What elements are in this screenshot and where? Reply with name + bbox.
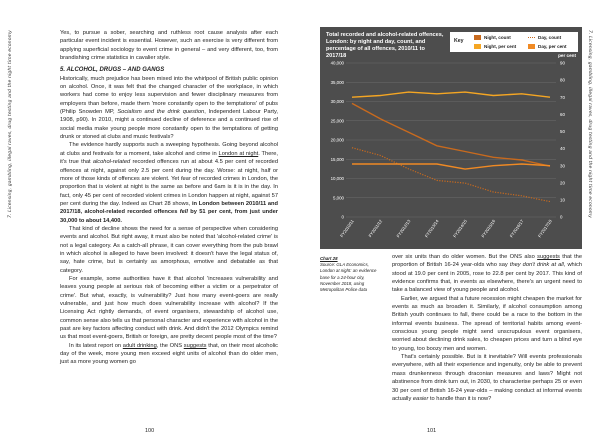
right-tick-label: 70 [560, 94, 565, 100]
series-line [352, 148, 550, 202]
legend-entry: Day, per cent [528, 44, 567, 49]
left-text-column [60, 29, 278, 367]
x-tick-label: FY2014/15 [452, 218, 468, 239]
paragraph: over six units than do older women. But the ONS also suggests that the proportion of British 16-24 year-olds who say they don't drink at all, which stood at 19.0 per cent in 2005, rose to 22.8 per cent by 2017. This kind of evidence confirms that, in events as elsewhere, there's an urgent need to take a balanced view of young people and alcohol. [392, 254, 582, 294]
right-axis-label: per cent [558, 53, 576, 58]
right-tick-label: 80 [560, 77, 565, 83]
paragraph: That kind of decline shows the need for a sense of perspective when considering events and alcohol. But right away, it must also be noted that 'alcohol-related crime' is not a legal category. As a catch-all phrase, it can cover everything from the pub brawl in which alcohol is alleged to have been involved: it doesn't have the legal status of, say, hate crime, but is certainly as amorphous, emotive and debatable as that category. [60, 225, 278, 274]
legend-entry: Day, count [528, 35, 561, 40]
chart-note-source: Source: GLA Economics, London at night: an evidence base for a 24-hour city, November 2018, using Metropolitan Police data [320, 262, 377, 293]
paragraph: Earlier, we argued that a future recession might cheapen the market for events as much as broaden it. Similarly, if alcohol consumption among British youth continues to fall, there could be a race to the bottom in the informal events business. The spread of territorial habits among event-conscious young people might send unscrupulous event organisers, worried about declining drink sales, to cheapen prices and turn a blind eye to young, too boozy men and women. [392, 295, 582, 352]
chart-note-title: Chart 28 [320, 256, 338, 261]
legend-entry: Night, per cent [474, 44, 516, 49]
legend-entry: Night, count [474, 35, 511, 40]
right-tick-label: 30 [560, 163, 565, 169]
legend-key-label: Key [454, 38, 464, 44]
link-adult-drinking[interactable]: adult drinking [122, 342, 157, 349]
left-tick-label: 30,000 [330, 99, 344, 105]
series-line [352, 164, 550, 169]
paragraph: That's certainly possible. But is it inevitable? Will events professionals everywhere, with all their experience and ingenuity, only be able to prevent mass drunkenness through draconian measures and laws? Might not abstinence from drink turn out, in 2030, to characterise perhaps 25 or even 30 per cent of British 16-24 year-olds – making conduct at informal events actually easier to handle than it is now? [392, 354, 582, 402]
link-suggests[interactable]: suggests [183, 342, 207, 349]
series-line [352, 103, 550, 166]
x-tick-label: FY2011/12 [367, 218, 384, 239]
link-suggests[interactable]: suggests [537, 254, 560, 260]
left-tick-label: 25,000 [330, 118, 344, 124]
x-tick-label: FY2012/13 [395, 218, 412, 239]
left-tick-label: 5,000 [333, 195, 344, 201]
running-head: 7. Licensing, gambling, illegal raves, drug testing and the night time economy [8, 30, 13, 219]
right-tick-label: 40 [560, 146, 565, 152]
left-tick-label: 0 [341, 214, 344, 220]
right-tick-label: 20 [560, 180, 565, 186]
right-tick-label: 50 [560, 129, 565, 135]
left-tick-label: 15,000 [330, 156, 344, 162]
series-line [352, 92, 550, 97]
page-number: 101 [427, 428, 437, 434]
paragraph: In its latest report on adult drinking, the ONS suggests that, on their most alcoholic day of the week, more young men exceed eight units of alcohol than do older men, just as more young women go [60, 342, 278, 366]
paragraph: For example, some authorities have it that alcohol 'increases vulnerability and leaves young people at serious risk of becoming either a victim or a perpetrator of crime'. But what, exactly, is vulnerability? Just how many event-goers are really vulnerable, and just how much does vulnerability increase with alcohol? If the Licensing Act rightly demands, of event organisers, stewardship of alcohol use, common sense also tells us that personal character and experience with alcohol in the past are key factors affecting conduct with drink. And didn't the 2012 Olympics remind us that most event-goers, British or foreign, are pretty decent people most of the time? [60, 275, 278, 341]
running-head: 7. Licensing, gambling, illegal raves, drug testing and the night time economy [587, 30, 592, 219]
x-tick-label: FY2017/18 [536, 218, 553, 239]
chart-note [320, 256, 382, 293]
x-tick-label: FY2016/17 [508, 218, 525, 239]
chart-plot [320, 27, 582, 249]
x-tick-label: FY2015/16 [480, 218, 497, 239]
left-tick-label: 40,000 [330, 60, 344, 66]
link-london-at-night[interactable]: London at night [218, 150, 259, 157]
right-tick-label: 0 [560, 214, 563, 220]
x-tick-label: FY2013/14 [423, 218, 440, 239]
paragraph: Historically, much prejudice has been mixed into the whirlpool of British public opinion on alcohol. Once, it was felt that the changed character of the workplace, in which workers had come to enjoy less supervision and fewer disciplinary measures from employers than before, made them 'more constantly open to the temptations' of pubs (Philip Snowden MP, Socialism and the drink question, Independent Labour Party, 1908, p90). In 2010, might a continued decline of deference and a continued rise of social media make young people more constantly open to the temptations of getting drunk or stoned at clubs and music festivals? [60, 75, 279, 141]
paragraph: The evidence hardly supports such a sweeping hypothesis. Going beyond alcohol at clubs and festivals for a moment, take alcohol and crime in London at night. There, it's true that alcohol-related recorded offences run at about 4.5 per cent of recorded offences at night, against only 2.5 per cent during the day. Worse: at night, half or more of those kinds of offences are violent. Yet fear of recorded crimes in London, the proportion that is violent at night is the same as before and 6am is it is in the day. In fact, only 45 per cent of recorded violent crimes in London happen at night, against 57 per cent during the day. Indeed as Chart 28 shows, in London between 2010/11 and 2017/18, alcohol-related recorded offences fell by 51 per cent, from just under 30,000 to about 14,400. [60, 142, 279, 224]
section-heading: 5. ALCOHOL, DRUGS – AND GANGS [60, 67, 165, 74]
right-page [300, 0, 600, 440]
left-tick-label: 20,000 [330, 137, 344, 143]
right-tick-label: 60 [560, 111, 565, 117]
chart-28 [320, 27, 582, 249]
right-text-column [392, 253, 582, 403]
paragraph: Yes, to pursue a sober, searching and ruthless root cause analysis after each particular event incident is essential. However, such an exercise is very different from applying superficial sociology to event crime in general – and very different, too, from brandishing crime statistics in cavalier style. [60, 30, 278, 62]
right-tick-label: 90 [560, 60, 565, 66]
chart-title: Total recorded and alcohol-related offences, London: by night and day, count, and percentage of all offences, 2010/11 to 2017/18 [326, 32, 444, 59]
x-tick-label: FY2010/11 [339, 218, 355, 239]
right-tick-label: 10 [560, 197, 565, 203]
page-number: 100 [145, 428, 155, 434]
left-tick-label: 35,000 [330, 79, 344, 85]
left-tick-label: 10,000 [330, 176, 344, 182]
